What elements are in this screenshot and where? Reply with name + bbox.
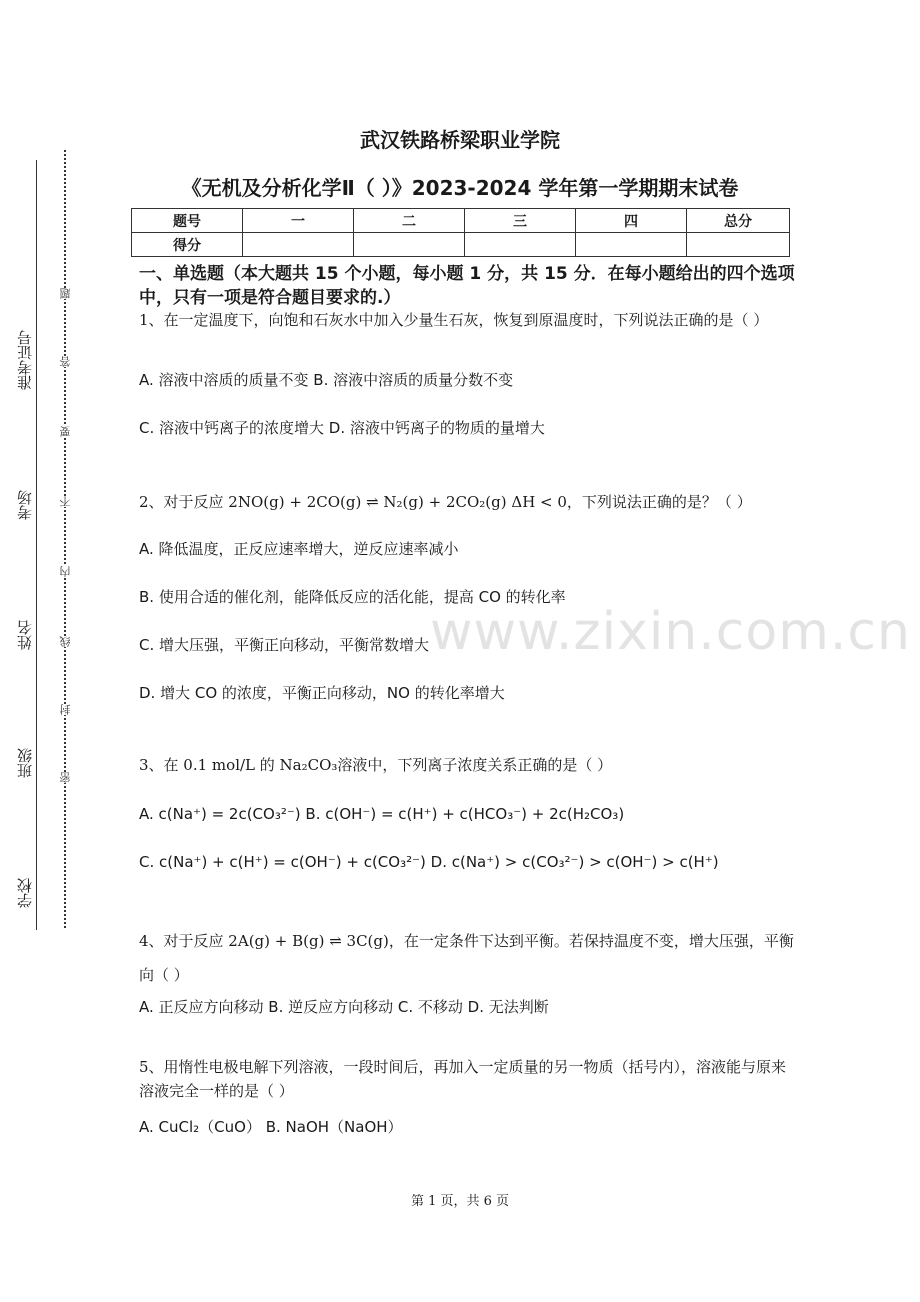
question-stem: 3、在 0.1 mol/L 的 Na₂CO₃溶液中，下列离子浓度关系正确的是（ ） — [139, 756, 613, 774]
school-label: 学校 — [16, 878, 34, 908]
score-table — [131, 208, 790, 257]
section-heading: 一、单选题（本大题共 15 个小题，每小题 1 分，共 15 分．在每小题给出的四个选项中，只有一项是符合题目要求的.） — [139, 264, 795, 308]
score-header-cell: 三 — [465, 209, 576, 233]
option-line: A. 降低温度，正反应速率增大，逆反应速率减小 — [139, 540, 459, 558]
class-label: 班级 — [16, 748, 34, 778]
name-label: 姓名 — [16, 620, 34, 650]
score-header-cell: 一 — [243, 209, 354, 233]
question-stem: 2、对于反应 2NO(g) + 2CO(g) ⇌ N₂(g) + 2CO₂(g) ΔH < 0，下列说法正确的是？（ ） — [139, 493, 752, 511]
exam-title: 《无机及分析化学Ⅱ（ ）》2023-2024 学年第一学期期末试卷 — [181, 176, 739, 200]
option-line: C. 增大压强，平衡正向移动，平衡常数增大 — [139, 636, 430, 654]
score-row-label: 得分 — [132, 233, 243, 257]
score-cell[interactable] — [243, 233, 354, 257]
seal-word: 答 — [59, 356, 72, 367]
score-header-cell: 题号 — [132, 209, 243, 233]
score-header-cell: 总分 — [687, 209, 790, 233]
question-stem: 1、在一定温度下，向饱和石灰水中加入少量生石灰，恢复到原温度时，下列说法正确的是（ ） — [139, 311, 769, 329]
score-cell[interactable] — [576, 233, 687, 257]
seal-word: 题 — [59, 288, 72, 299]
question-stem: 5、用惰性电极电解下列溶液，一段时间后，再加入一定质量的另一物质（括号内），溶液能与原来溶液完全一样的是（ ） — [139, 1058, 787, 1100]
option-line: A. CuCl₂（CuO） B. NaOH（NaOH） — [139, 1118, 403, 1136]
watermark: www.zixin.com.cn — [430, 602, 911, 662]
score-cell[interactable] — [354, 233, 465, 257]
option-line: B. 使用合适的催化剂，能降低反应的活化能，提高 CO 的转化率 — [139, 588, 566, 606]
seal-word: 线 — [59, 636, 72, 647]
room-label: 考场 — [16, 490, 34, 520]
seal-word: 密 — [59, 772, 72, 783]
id-label: 准考证号 — [16, 330, 34, 390]
seal-dotted-line — [64, 150, 66, 928]
option-line: C. c(Na⁺) + c(H⁺) = c(OH⁻) + c(CO₃²⁻) D. c(Na⁺) > c(CO₃²⁻) > c(OH⁻) > c(H⁺) — [139, 853, 719, 871]
score-header-cell: 二 — [354, 209, 465, 233]
score-table-header-row — [132, 209, 790, 233]
option-line: A. 溶液中溶质的质量不变 B. 溶液中溶质的质量分数不变 — [139, 371, 514, 389]
question-stem: 4、对于反应 2A(g) + B(g) ⇌ 3C(g)，在一定条件下达到平衡。若保持温度不变，增大压强，平衡向（ ） — [139, 932, 794, 984]
school-name: 武汉铁路桥梁职业学院 — [360, 128, 560, 152]
seal-word: 内 — [59, 566, 72, 577]
score-table-score-row — [132, 233, 790, 257]
seal-word: 要 — [59, 426, 72, 437]
seal-word: 封 — [59, 704, 72, 715]
page-footer: 第 1 页，共 6 页 — [410, 1194, 510, 1209]
option-line: D. 增大 CO 的浓度，平衡正向移动，NO 的转化率增大 — [139, 684, 505, 702]
option-line: C. 溶液中钙离子的浓度增大 D. 溶液中钙离子的物质的量增大 — [139, 419, 545, 437]
seal-word: 不 — [59, 496, 72, 507]
score-header-cell: 四 — [576, 209, 687, 233]
option-line: A. 正反应方向移动 B. 逆反应方向移动 C. 不移动 D. 无法判断 — [139, 998, 549, 1016]
score-cell[interactable] — [465, 233, 576, 257]
option-line: A. c(Na⁺) = 2c(CO₃²⁻) B. c(OH⁻) = c(H⁺) + c(HCO₃⁻) + 2c(H₂CO₃) — [139, 805, 625, 823]
binding-solid-line — [36, 160, 37, 930]
score-cell[interactable] — [687, 233, 790, 257]
